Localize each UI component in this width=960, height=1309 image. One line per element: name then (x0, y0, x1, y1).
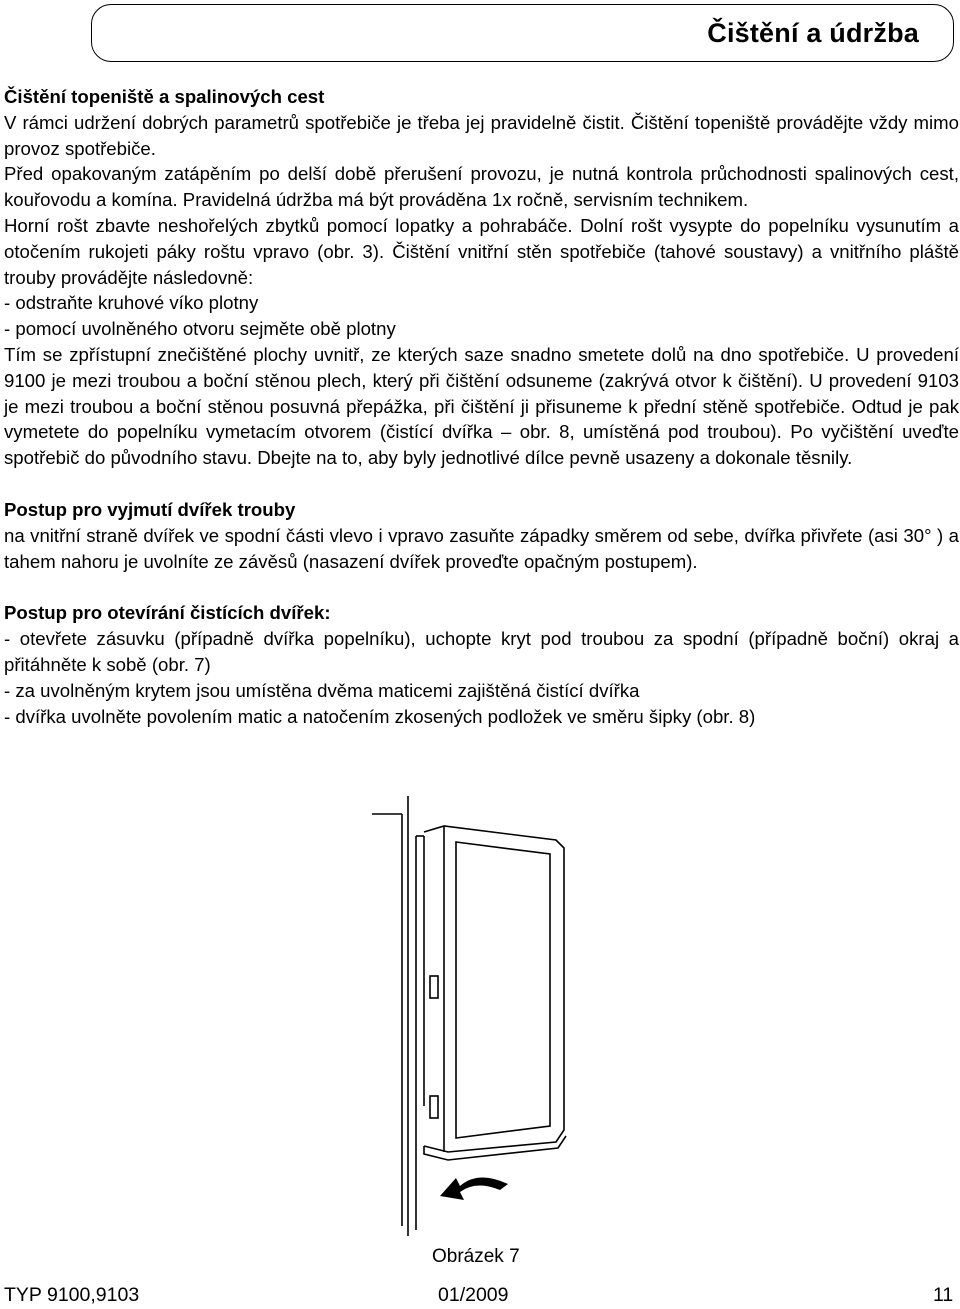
list-item: - otevřete zásuvku (případně dvířka popelníku), uchopte kryt pod troubou za spodní (případně boční) okraj a přitáhněte k sobě (obr. 7) (4, 628, 959, 675)
paragraph: Horní rošt zbavte neshořelých zbytků pomocí lopatky a pohrabáče. Dolní rošt vysypte do popelníku vysunutím a otočením rukojeti páky roštu vpravo (obr. 3). Čištění vnitřní stěn spotřebiče (tahové soustavy) a vnitřního pláště trouby provádějte následovně: (4, 214, 959, 288)
list-item: - pomocí uvolněného otvoru sejměte obě plotny (4, 318, 396, 340)
section-title-oven-door: Postup pro vyjmutí dvířek trouby (4, 498, 296, 520)
pull-arrow-icon (440, 1177, 508, 1200)
paragraph: na vnitřní straně dvířek ve spodní části vlevo i vpravo zasuňte západky směrem od sebe, dvířka přivřete (asi 30° ) a tahem nahoru je uvolníte ze závěsů (nasazení dvířek proveďte opačným postupem). (4, 524, 959, 572)
paragraph: Tím se zpřístupní znečištěné plochy uvnitř, ze kterých saze snadno smetete dolů na dno spotřebiče. U provedení 9100 je mezi troubou a boční stěnou plech, který při čištění odsuneme (zakrývá otvor k čištění). U provedení 9103 je mezi troubou a boční stěnou posuvná přepážka, při čištění ji přisuneme k přední stěně spotřebiče. Odtud je pak vymetete do popelníku vymetacím otvorem (čistící dvířka – obr. 8, umístěná pod troubou). Po vyčištění uveďte spotřebič do původního stavu. Dbejte na to, aby byly jednotlivé dílce pevně usazeny a dokonale těsnily. (4, 343, 959, 469)
header-box (91, 4, 954, 62)
footer-date: 01/2009 (438, 1284, 509, 1306)
section-title-cleaning: Čištění topeniště a spalinových cest (4, 86, 325, 107)
section-title-cleaning-door: Postup pro otevírání čistících dvířek: (4, 602, 331, 624)
paragraph: V rámci udržení dobrých parametrů spotřebiče je třeba jej pravidelně čistit. Čištění topeniště provádějte vždy mimo provoz spotřebiče. (4, 111, 959, 159)
list-item: - odstraňte kruhové víko plotny (4, 292, 259, 314)
page-title: Čištění a údržba (707, 18, 919, 48)
list-item: - dvířka uvolněte povolením matic a natočením zkosených podložek ve směru šipky (obr. 8) (4, 705, 756, 727)
page-content (4, 84, 959, 729)
paragraph: Před opakovaným zatápěním po delší době přerušení provozu, je nutná kontrola průchodnosti spalinových cest, kouřovodu a komína. Pravidelná údržba má být prováděna 1x ročně, servisním technikem. (4, 163, 959, 211)
list-item: - za uvolněným krytem jsou umístěna dvěma maticemi zajištěná čistící dvířka (4, 679, 640, 701)
page-number: 11 (933, 1284, 954, 1306)
cover-drawing (360, 796, 590, 1236)
figure-caption: Obrázek 7 (432, 1246, 520, 1267)
footer-model: TYP 9100,9103 (4, 1284, 140, 1306)
